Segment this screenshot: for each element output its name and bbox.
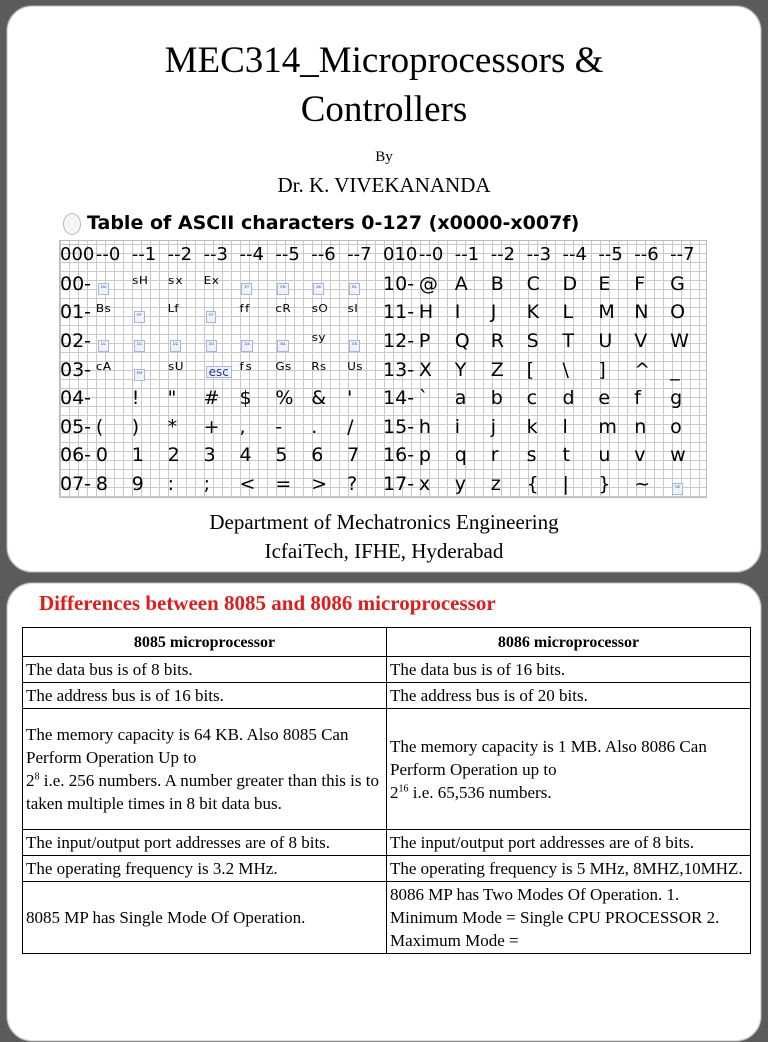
ascii-grid (59, 240, 707, 498)
ascii-cell: J (490, 301, 497, 324)
department-name: Department of Mechatronics Engineering (209, 510, 559, 534)
ascii-cell: ᶠˢ (239, 358, 253, 381)
ascii-cell: --2 (490, 244, 516, 266)
ascii-cell: V (634, 330, 648, 353)
ascii-cell: ! (131, 387, 140, 410)
column-header-8086: 8086 microprocessor (387, 628, 751, 657)
institution-name: IcfaiTech, IFHE, Hyderabad (264, 539, 504, 563)
control-char-glyph: ᴰ¹ (134, 340, 145, 352)
ascii-cell: " (167, 387, 177, 410)
ascii-cell: ᴸᶠ (167, 301, 180, 324)
control-char-glyph: ᴱᴹ (134, 369, 146, 381)
ascii-cell: ᶜᴬ (95, 358, 112, 381)
table-header-row (23, 628, 751, 657)
ascii-cell: D (562, 272, 578, 295)
ascii-cell: @ (418, 272, 438, 295)
ascii-cell: l (562, 415, 568, 438)
ascii-cell: * (167, 415, 178, 438)
ascii-cell: B (490, 272, 504, 295)
ascii-cell: ˢᴴ (131, 272, 148, 295)
ascii-cell (275, 270, 311, 298)
ascii-cell: --1 (131, 244, 157, 266)
table-cell: The input/output port addresses are of 8 bits. (387, 830, 751, 856)
table-row (23, 830, 751, 856)
ascii-cell: 3 (203, 444, 216, 467)
ascii-cell: ' (347, 387, 353, 410)
ascii-row (60, 384, 706, 413)
ascii-cell: i (454, 415, 461, 438)
ascii-row (60, 413, 706, 442)
table-row (23, 882, 751, 954)
title-line-2: Controllers (300, 89, 468, 130)
control-char-glyph: ᴰ⁴ (241, 340, 252, 352)
esc-glyph: esc (206, 366, 232, 378)
ascii-cell: 16- (383, 444, 415, 467)
ascii-cell: } (598, 473, 611, 496)
ascii-cell: h (418, 415, 431, 438)
control-char-glyph: ᴰ³ (206, 340, 217, 352)
comparison-title: Differences between 8085 and 8086 microprocessor (39, 591, 496, 615)
ascii-cell: X (418, 358, 432, 381)
table-cell: The address bus is of 16 bits. (23, 683, 387, 709)
table-row (23, 709, 751, 830)
ascii-cell: --6 (634, 244, 659, 266)
ascii-cell: 9 (131, 473, 144, 496)
ascii-cell: _ (670, 358, 680, 381)
ascii-cell: c (526, 387, 538, 410)
power-base: 2 (26, 771, 35, 790)
ascii-cell: $ (239, 387, 252, 410)
ascii-cell: G (670, 272, 685, 295)
ascii-cell: I (454, 301, 461, 324)
ascii-cell: n (634, 415, 647, 438)
control-char-glyph: ᴰ² (170, 340, 181, 352)
ascii-cell (132, 327, 168, 355)
ascii-cell: ᴿˢ (311, 358, 327, 381)
ascii-cell: --7 (670, 244, 695, 266)
power-exponent: 16 (398, 782, 409, 794)
ascii-cell: 07- (60, 473, 92, 496)
column-header-8085: 8085 microprocessor (23, 628, 387, 657)
ascii-cell: P (418, 330, 431, 353)
ascii-cell: O (670, 301, 686, 324)
ascii-cell: ᴱˣ (203, 272, 220, 295)
ascii-cell: --5 (598, 244, 623, 266)
ascii-cell: ? (347, 473, 358, 496)
table-cell: 8086 MP has Two Modes Of Operation. 1. Minimum Mode = Single CPU PROCESSOR 2. Maximum Mode = (387, 882, 751, 954)
ascii-cell: ˢᴵ (347, 301, 358, 324)
ascii-cell: 14- (383, 387, 415, 410)
ascii-cell: K (526, 301, 540, 324)
ascii-cell: --0 (418, 244, 444, 266)
ascii-cell: o (670, 415, 682, 438)
ascii-cell: --1 (454, 244, 480, 266)
slide-title (7, 36, 761, 134)
ascii-cell: 01- (60, 301, 92, 324)
ascii-row (60, 298, 706, 327)
ascii-cell: 12- (383, 330, 415, 353)
ascii-row (60, 470, 706, 499)
control-char-glyph: ᴱᴮ (349, 340, 360, 352)
ascii-cell: ᶜᴿ (275, 301, 291, 324)
ascii-cell: --0 (95, 244, 121, 266)
ascii-cell: 00- (60, 272, 92, 295)
ascii-cell: \ (562, 358, 569, 381)
ascii-row (60, 441, 706, 470)
ascii-cell (670, 470, 706, 498)
table-cell: The data bus is of 8 bits. (23, 657, 387, 683)
table-row (23, 856, 751, 882)
ascii-cell: # (203, 387, 220, 410)
ascii-cell: --7 (347, 244, 372, 266)
ascii-cell (168, 327, 204, 355)
ascii-cell: ˢʸ (311, 330, 326, 353)
table-row (23, 657, 751, 683)
ascii-cell: + (203, 415, 220, 438)
ascii-cell: ( (95, 415, 104, 438)
ascii-cell: [ (526, 358, 534, 381)
ascii-row (60, 355, 706, 384)
ascii-cell (204, 356, 240, 384)
ascii-cell: 05- (60, 415, 92, 438)
ascii-cell: Y (454, 358, 467, 381)
department-block (7, 508, 761, 566)
ascii-cell: --2 (167, 244, 193, 266)
ascii-cell: 7 (347, 444, 360, 467)
ascii-cell: 4 (239, 444, 252, 467)
control-char-glyph: ᴬᴷ (313, 283, 324, 295)
ascii-cell: - (275, 415, 283, 438)
ascii-table-title (59, 207, 707, 239)
table-row (23, 683, 751, 709)
ascii-cell: . (311, 415, 318, 438)
ascii-cell (96, 270, 132, 298)
ascii-cell: j (490, 415, 496, 438)
ascii-cell (204, 298, 240, 326)
ascii-cell: ; (203, 473, 210, 496)
control-char-glyph: ᴴᵀ (134, 311, 145, 323)
ascii-cell: A (454, 272, 468, 295)
ascii-cell: ᵁˢ (347, 358, 363, 381)
ascii-cell: H (418, 301, 434, 324)
ascii-cell (239, 327, 275, 355)
ascii-cell: N (634, 301, 649, 324)
table-cell: The operating frequency is 3.2 MHz. (23, 856, 387, 882)
control-char-glyph: ⱽᵀ (206, 311, 217, 323)
control-char-glyph: ᴰᴱ (672, 483, 683, 495)
table-cell (387, 709, 751, 830)
ascii-cell: ˢᵁ (167, 358, 184, 381)
ascii-cell: | (562, 473, 569, 496)
ascii-row (60, 327, 706, 356)
ascii-cell: 13- (383, 358, 415, 381)
ascii-cell: ᶠᶠ (239, 301, 251, 324)
ascii-cell: b (490, 387, 503, 410)
ascii-cell: 11- (383, 301, 415, 324)
ascii-cell: ` (418, 387, 429, 410)
control-char-glyph: ᴺᵁ (98, 283, 110, 295)
ascii-cell: f (634, 387, 641, 410)
ascii-cell: > (311, 473, 328, 496)
ascii-cell: 0 (95, 444, 108, 467)
ascii-cell: 03- (60, 358, 92, 381)
table-cell: The data bus is of 16 bits. (387, 657, 751, 683)
ascii-cell (275, 327, 311, 355)
ascii-cell: ] (598, 358, 606, 381)
ascii-cell: , (239, 415, 246, 438)
ascii-cell (239, 270, 275, 298)
ascii-cell: / (347, 415, 354, 438)
ascii-cell (132, 356, 168, 384)
ascii-cell: ˢˣ (167, 272, 184, 295)
ascii-cell (347, 327, 383, 355)
comparison-slide (6, 582, 762, 1042)
by-label: By (375, 149, 393, 165)
ascii-cell (96, 327, 132, 355)
ascii-cell: 5 (275, 444, 288, 467)
ascii-cell: 8 (95, 473, 108, 496)
ascii-cell: M (598, 301, 615, 324)
ascii-cell: ᴳˢ (275, 358, 292, 381)
ascii-cell: m (598, 415, 617, 438)
ascii-cell: Q (454, 330, 470, 353)
ascii-cell: Z (490, 358, 504, 381)
control-char-glyph: ᴮᴸ (349, 283, 360, 295)
comparison-table (22, 627, 751, 954)
ascii-cell: y (454, 473, 467, 496)
ascii-cell: p (418, 444, 431, 467)
ascii-cell: ˢᴼ (311, 301, 328, 324)
control-char-glyph: ᴱᵀ (241, 283, 252, 295)
ascii-cell: ^ (634, 358, 651, 381)
ascii-title-text: Table of ASCII characters 0-127 (x0000-x007f) (87, 212, 580, 234)
ascii-cell: 000 (60, 244, 95, 266)
table-cell: 8085 MP has Single Mode Of Operation. (23, 882, 387, 954)
ascii-cell: R (490, 330, 504, 353)
ascii-cell: s (526, 444, 537, 467)
ascii-cell: 010 (383, 244, 418, 266)
ascii-cell: w (670, 444, 686, 467)
ascii-cell: e (598, 387, 611, 410)
ascii-cell: % (275, 387, 294, 410)
title-slide (6, 5, 762, 573)
author-name: Dr. K. VIVEKANANDA (277, 173, 491, 197)
ascii-cell: r (490, 444, 499, 467)
ascii-cell: 04- (60, 387, 92, 410)
ascii-cell: g (670, 387, 683, 410)
ascii-cell: d (562, 387, 575, 410)
ascii-cell: a (454, 387, 467, 410)
memory-tail-8086: i.e. 65,536 numbers. (408, 782, 552, 802)
ascii-cell: C (526, 272, 540, 295)
ascii-cell: 1 (131, 444, 144, 467)
ascii-cell: : (167, 473, 175, 496)
ascii-cell: = (275, 473, 292, 496)
ascii-cell: q (454, 444, 467, 467)
table-cell (23, 709, 387, 830)
control-char-glyph: ᴰᴸ (98, 340, 109, 352)
ascii-cell: --3 (203, 244, 229, 266)
ascii-cell: ) (131, 415, 140, 438)
ascii-cell: ᴮˢ (95, 301, 112, 324)
ascii-cell: z (490, 473, 501, 496)
ascii-cell: 02- (60, 330, 92, 353)
ascii-cell (132, 298, 168, 326)
ascii-row (60, 270, 706, 299)
title-line-1: MEC314_Microprocessors & (164, 40, 604, 81)
ascii-cell: & (311, 387, 327, 410)
ascii-cell: S (526, 330, 539, 353)
ascii-cell (347, 270, 383, 298)
circle-icon (63, 213, 81, 235)
ascii-cell: U (598, 330, 613, 353)
ascii-cell: --4 (239, 244, 264, 266)
ascii-cell: L (562, 301, 574, 324)
table-cell: The address bus is of 20 bits. (387, 683, 751, 709)
ascii-cell: --6 (311, 244, 336, 266)
ascii-cell (311, 270, 347, 298)
power-base: 2 (390, 782, 399, 802)
ascii-cell: ~ (634, 473, 651, 496)
ascii-cell: 10- (383, 272, 415, 295)
ascii-cell: E (598, 272, 611, 295)
ascii-cell: --3 (526, 244, 552, 266)
ascii-cell: --5 (275, 244, 300, 266)
ascii-cell: 06- (60, 444, 92, 467)
memory-text-8085: The memory capacity is 64 KB. Also 8085 Can Perform Operation Up to (26, 725, 349, 767)
ascii-cell: 6 (311, 444, 324, 467)
table-cell: The operating frequency is 5 MHz, 8MHZ,10MHZ. (387, 856, 751, 882)
ascii-cell (204, 327, 240, 355)
memory-text-8086: The memory capacity is 1 MB. Also 8086 Can Perform Operation up to (390, 736, 707, 779)
ascii-cell: < (239, 473, 256, 496)
ascii-cell: u (598, 444, 611, 467)
ascii-cell: W (670, 330, 689, 353)
power-exponent: 8 (34, 771, 40, 783)
ascii-cell: F (634, 272, 646, 295)
ascii-cell: 2 (167, 444, 180, 467)
ascii-cell: 15- (383, 415, 415, 438)
ascii-cell: T (562, 330, 575, 353)
ascii-cell: t (562, 444, 570, 467)
control-char-glyph: ᴺᴬ (277, 340, 288, 352)
memory-tail-8085: i.e. 256 numbers. A number greater than this is to taken multiple times in 8 bit data bus. (26, 771, 379, 813)
ascii-cell: --4 (562, 244, 587, 266)
ascii-cell: v (634, 444, 646, 467)
table-cell: The input/output port addresses are of 8 bits. (23, 830, 387, 856)
ascii-cell: 17- (383, 473, 415, 496)
ascii-header-row (60, 241, 706, 270)
ascii-cell: x (418, 473, 431, 496)
ascii-cell: k (526, 415, 538, 438)
control-char-glyph: ᴱᴺ (277, 283, 288, 295)
ascii-cell: { (526, 473, 539, 496)
ascii-table-image (59, 207, 707, 498)
